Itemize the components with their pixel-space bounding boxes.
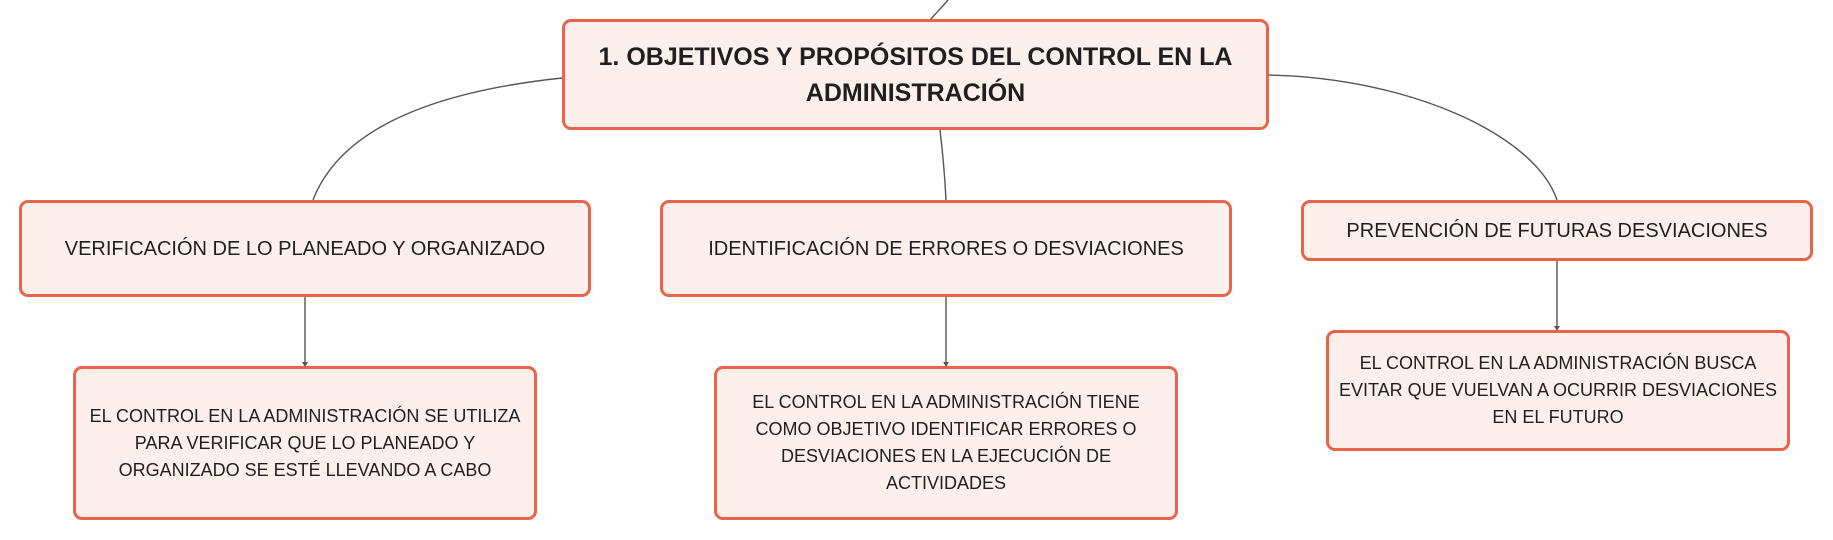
branch-label-prevencion: PREVENCIÓN DE FUTURAS DESVIACIONES (1346, 219, 1768, 242)
detail-text-verificacion: EL CONTROL EN LA ADMINISTRACIÓN SE UTILIZA PARA VERIFICAR QUE LO PLANEADO Y ORGANIZADO SE ESTÉ LLEVANDO A CABO (89, 405, 521, 480)
branch-node-prevencion[interactable] (1301, 200, 1813, 261)
connector-root-branch-1 (313, 78, 562, 200)
connector-root-branch-2 (940, 130, 946, 200)
connector-root-parent (930, 0, 948, 20)
branch-node-identificacion[interactable] (660, 200, 1232, 297)
detail-text-identificacion: EL CONTROL EN LA ADMINISTRACIÓN TIENE COMO OBJETIVO IDENTIFICAR ERRORES O DESVIACIONES EN LA EJECUCIÓN DE ACTIVIDADES (752, 392, 1140, 493)
detail-text-prevencion: EL CONTROL EN LA ADMINISTRACIÓN BUSCA EVITAR QUE VUELVAN A OCURRIR DESVIACIONES EN EL FUTURO (1338, 353, 1778, 427)
detail-node-prevencion[interactable] (1326, 330, 1790, 451)
connector-root-branch-3 (1269, 75, 1557, 200)
detail-node-verificacion[interactable] (73, 366, 537, 520)
branch-label-identificacion: IDENTIFICACIÓN DE ERRORES O DESVIACIONES (708, 237, 1184, 260)
root-topic-node[interactable] (562, 19, 1269, 130)
root-topic-label: 1. OBJETIVOS Y PROPÓSITOS DEL CONTROL EN LA ADMINISTRACIÓN (598, 42, 1233, 107)
detail-node-identificacion[interactable] (714, 366, 1178, 520)
branch-node-verificacion[interactable] (19, 200, 591, 297)
branch-label-verificacion: VERIFICACIÓN DE LO PLANEADO Y ORGANIZADO (64, 237, 546, 260)
